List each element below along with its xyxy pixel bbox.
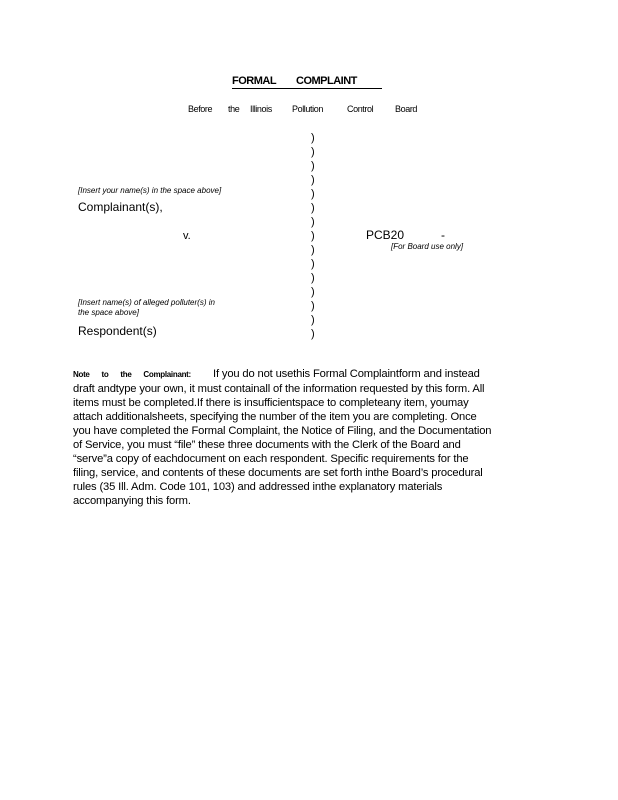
caption-paren: ) [311, 244, 315, 256]
complainant-instruction: [Insert your name(s) in the space above] [78, 186, 222, 195]
case-number-dash: - [441, 228, 445, 242]
subtitle-word: Illinois [250, 104, 272, 114]
caption-paren: ) [311, 314, 315, 326]
document-title [232, 75, 382, 89]
note-line: you have completed the Formal Complaint, the Notice of Filing, and the Documentation [73, 425, 492, 437]
caption-paren: ) [311, 286, 315, 298]
subtitle-word: the [228, 104, 240, 114]
note-line: attach additionalsheets, specifying the number of the item you are completing. Once [73, 411, 477, 423]
caption-paren: ) [311, 258, 315, 270]
note-line: accompanying this form. [73, 495, 191, 507]
board-subtitle [188, 104, 417, 114]
caption-paren: ) [311, 160, 315, 172]
caption-paren: ) [311, 272, 315, 284]
title-word-complaint: COMPLAINT [296, 75, 357, 87]
caption-paren: ) [311, 300, 315, 312]
caption-paren: ) [311, 174, 315, 186]
caption-paren: ) [311, 132, 315, 144]
complainant-note [73, 367, 548, 508]
complainant-label: Complainant(s), [78, 200, 163, 214]
subtitle-word: Pollution [292, 104, 323, 114]
note-line [73, 367, 548, 382]
note-label: Note to the Complainant: [73, 370, 191, 379]
subtitle-word: Before [188, 104, 213, 114]
note-line: draft andtype your own, it must containall of the information requested by this form. All [73, 383, 485, 395]
note-line-text: If you do not usethis Formal Complaintform and instead [213, 368, 480, 380]
title-word-formal: FORMAL [232, 75, 277, 87]
caption-paren: ) [311, 202, 315, 214]
note-line: rules (35 Ill. Adm. Code 101, 103) and addressed inthe explanatory materials [73, 481, 443, 493]
caption-paren: ) [311, 328, 315, 340]
note-line: items must be completed.If there is insufficientspace to completeany item, youmay [73, 397, 469, 409]
case-number-prefix: PCB20 [366, 228, 405, 242]
caption-divider [311, 131, 319, 341]
respondent-label: Respondent(s) [78, 324, 157, 338]
caption-paren: ) [311, 188, 315, 200]
board-use-note: [For Board use only] [391, 242, 464, 251]
subtitle-word: Control [347, 104, 374, 114]
note-line: filing, service, and contents of these documents are set forth inthe Board’s procedural [73, 467, 483, 479]
caption-paren: ) [311, 216, 315, 228]
respondent-instruction-line1: [Insert name(s) of alleged polluter(s) in [78, 298, 215, 307]
caption-paren: ) [311, 230, 315, 242]
subtitle-word: Board [395, 104, 418, 114]
note-line: “serve”a copy of eachdocument on each respondent. Specific requirements for the [73, 453, 469, 465]
caption-paren: ) [311, 146, 315, 158]
note-line: of Service, you must “file” these three documents with the Clerk of the Board and [73, 439, 461, 451]
respondent-instruction-line2: the space above] [78, 308, 139, 317]
versus-label: v. [183, 230, 191, 242]
